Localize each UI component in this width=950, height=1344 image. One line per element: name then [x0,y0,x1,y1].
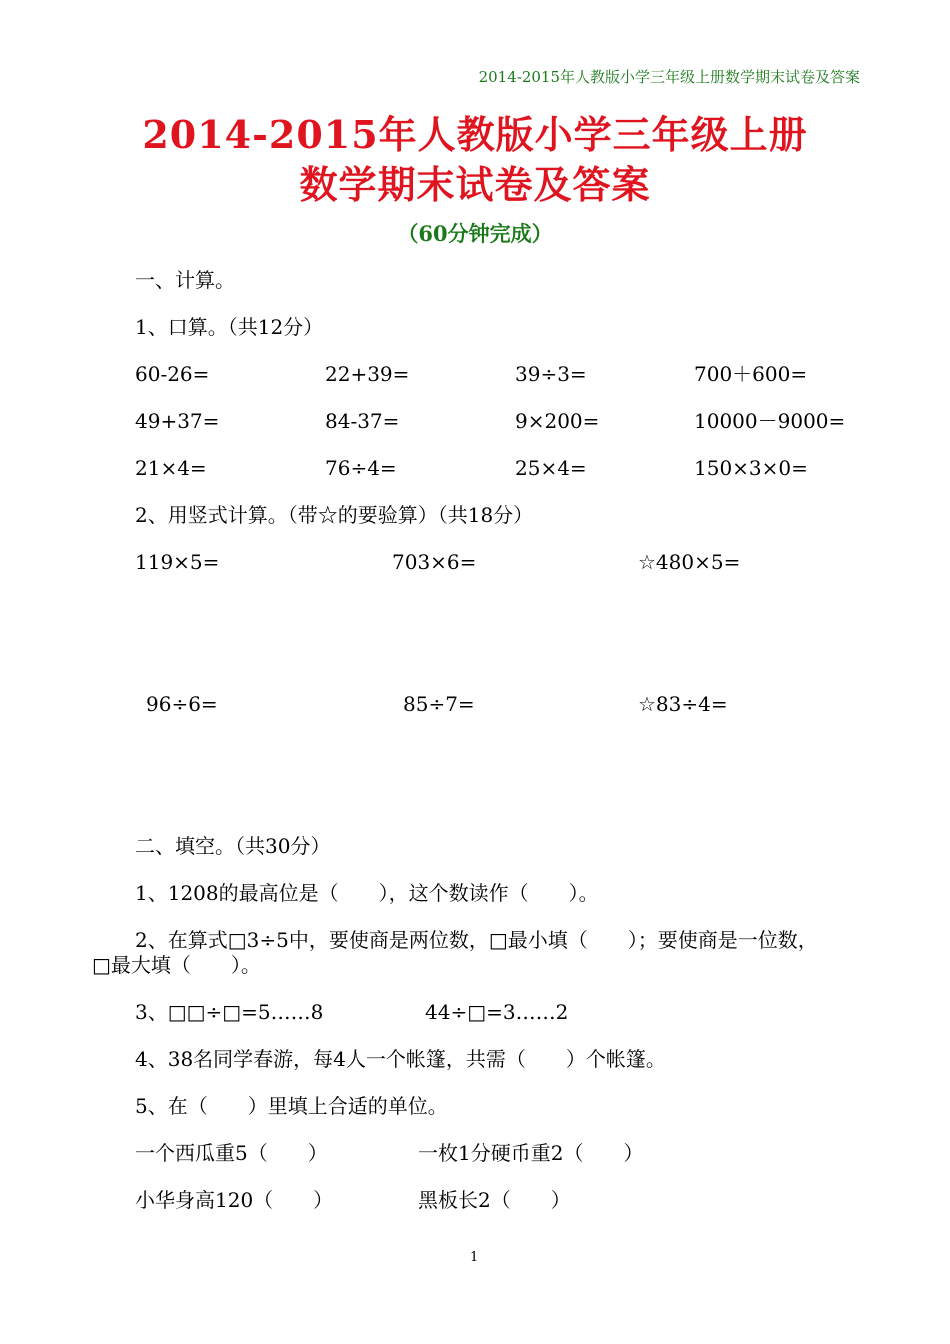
page-number: 1 [470,1250,479,1265]
oral-calc-item: 9×200= [515,409,600,433]
fill-question-2-cont: □最大填（ ）。 [92,953,261,977]
oral-calc-item: 21×4= [135,456,207,480]
vertical-calc-item: 119×5= [135,550,220,574]
oral-calc-item: 700＋600= [694,362,808,386]
fill-question-1: 1、1208的最高位是（ ），这个数读作（ ）。 [135,881,599,905]
fill-question-3a: 3、□□÷□=5……8 [135,1000,324,1024]
fill-question-2: 2、在算式□3÷5中，要使商是两位数，□最小填（ ）；要使商是一位数， [135,928,818,952]
question-1-label: 1、口算。（共12分） [135,315,324,339]
oral-calc-item: 22+39= [325,362,410,386]
unit-item: 一个西瓜重5（ ） [135,1141,328,1165]
vertical-calc-item: 85÷7= [403,692,475,716]
section-2-heading: 二、填空。（共30分） [135,834,331,858]
fill-question-5: 5、在（ ）里填上合适的单位。 [135,1094,448,1118]
oral-calc-item: 39÷3= [515,362,587,386]
oral-calc-item: 84-37= [325,409,400,433]
oral-calc-item: 76÷4= [325,456,397,480]
unit-item: 黑板长2（ ） [418,1188,571,1212]
title-line-1: 2014-2015年人教版小学三年级上册 [142,112,808,157]
question-2-label: 2、用竖式计算。（带☆的要验算）（共18分） [135,503,534,527]
vertical-calc-item: 703×6= [392,550,477,574]
unit-item: 一枚1分硬币重2（ ） [418,1141,644,1165]
title-line-2: 数学期末试卷及答案 [299,162,651,207]
vertical-calc-item: 96÷6= [146,692,218,716]
unit-item: 小华身高120（ ） [135,1188,334,1212]
vertical-calc-item: ☆480×5= [638,550,741,574]
oral-calc-item: 150×3×0= [694,456,808,480]
fill-question-4: 4、38名同学春游，每4人一个帐篷，共需（ ）个帐篷。 [135,1047,666,1071]
oral-calc-item: 49+37= [135,409,220,433]
fill-question-3b: 44÷□=3……2 [425,1000,569,1024]
vertical-calc-item: ☆83÷4= [638,692,728,716]
oral-calc-item: 10000－9000= [694,409,846,433]
oral-calc-item: 60-26= [135,362,210,386]
running-header: 2014-2015年人教版小学三年级上册数学期末试卷及答案 [478,68,860,86]
time-limit: （60分钟完成） [397,221,553,246]
section-1-heading: 一、计算。 [135,268,235,292]
oral-calc-item: 25×4= [515,456,587,480]
